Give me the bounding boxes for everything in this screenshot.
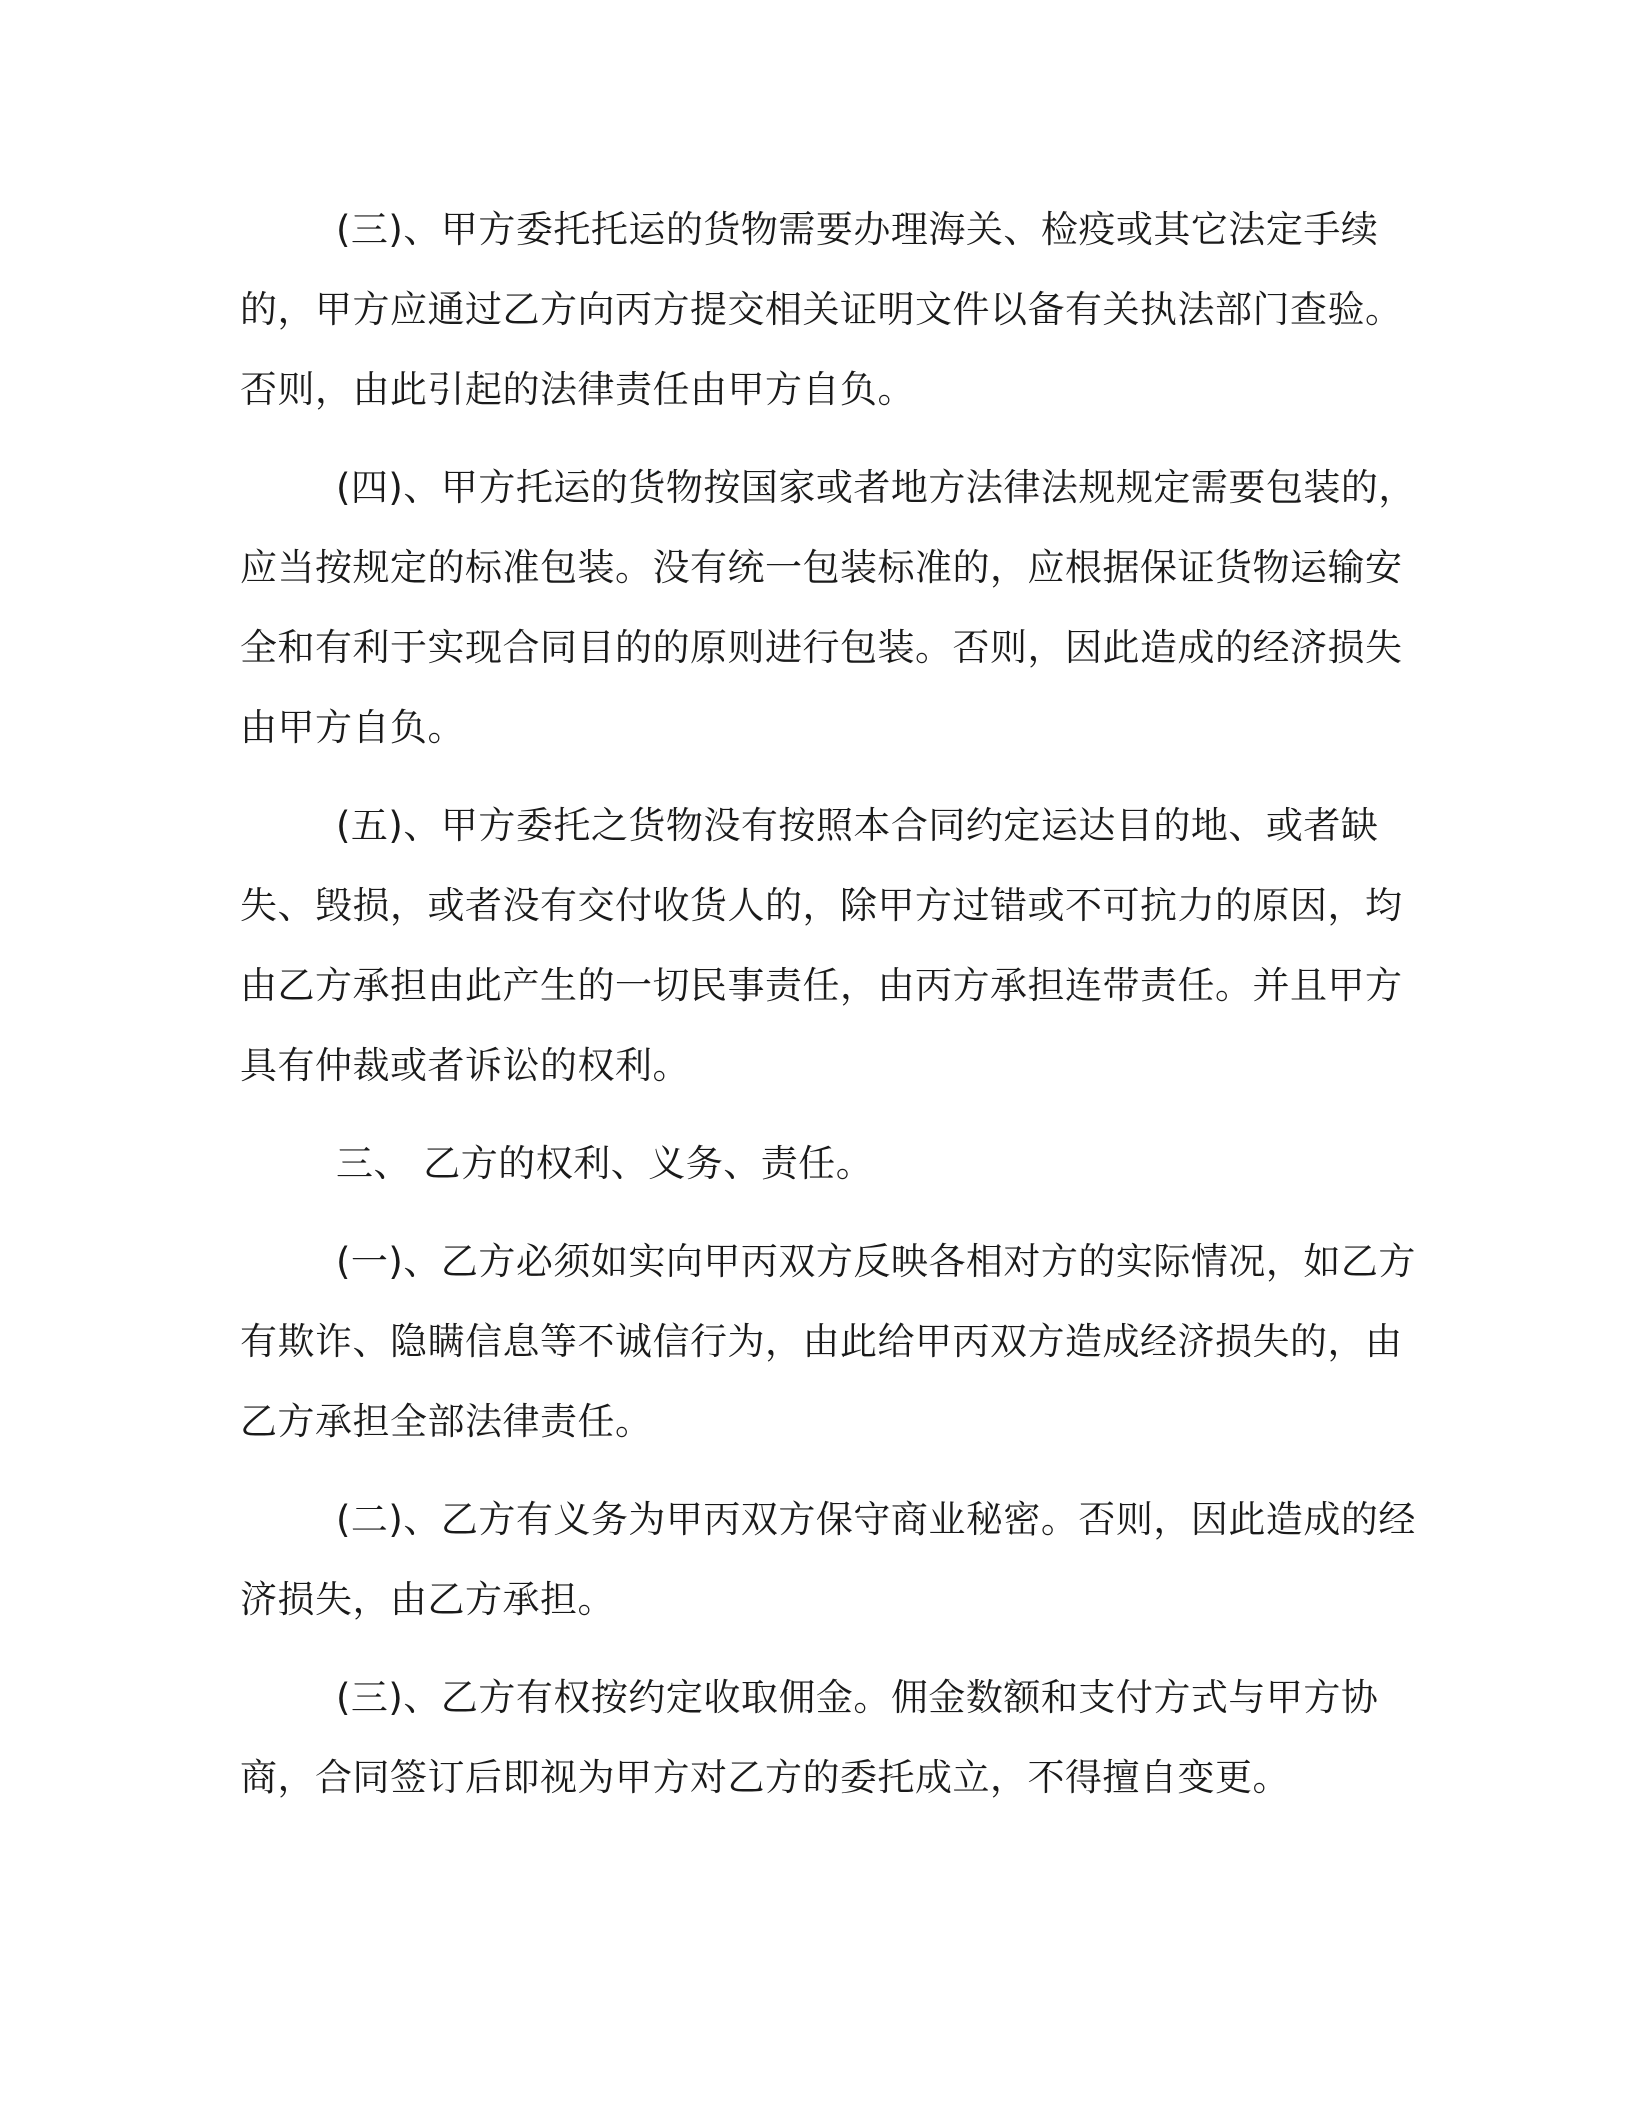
section-heading: 三、 乙方的权利、义务、责任。 [336,1142,874,1185]
document-body [240,190,1420,1836]
clause-paragraph: (四)、甲方托运的货物按国家或者地方法律法规规定需要包装的，应当按规定的标准包装。没有统一包装标准的，应根据保证货物运输安全和有利于实现合同目的的原则进行包装。否则，因此造成的经济损失由甲方自负。 [240,466,1416,749]
clause-paragraph: (三)、甲方委托托运的货物需要办理海关、检疫或其它法定手续的，甲方应通过乙方向丙方提交相关证明文件以备有关执法部门查验。否则，由此引起的法律责任由甲方自负。 [240,208,1403,411]
clause-paragraph: (一)、乙方必须如实向甲丙双方反映各相对方的实际情况，如乙方有欺诈、隐瞒信息等不诚信行为，由此给甲丙双方造成经济损失的，由乙方承担全部法律责任。 [240,1240,1416,1443]
clause-paragraph: (三)、乙方有权按约定收取佣金。佣金数额和支付方式与甲方协商，合同签订后即视为甲方对乙方的委托成立，不得擅自变更。 [240,1676,1379,1799]
clause-paragraph: (五)、甲方委托之货物没有按照本合同约定运达目的地、或者缺失、毁损，或者没有交付收货人的，除甲方过错或不可抗力的原因，均由乙方承担由此产生的一切民事责任，由丙方承担连带责任。并且甲方具有仲裁或者诉讼的权利。 [240,804,1403,1087]
clause-paragraph: (二)、乙方有义务为甲丙双方保守商业秘密。否则，因此造成的经济损失，由乙方承担。 [240,1498,1416,1621]
